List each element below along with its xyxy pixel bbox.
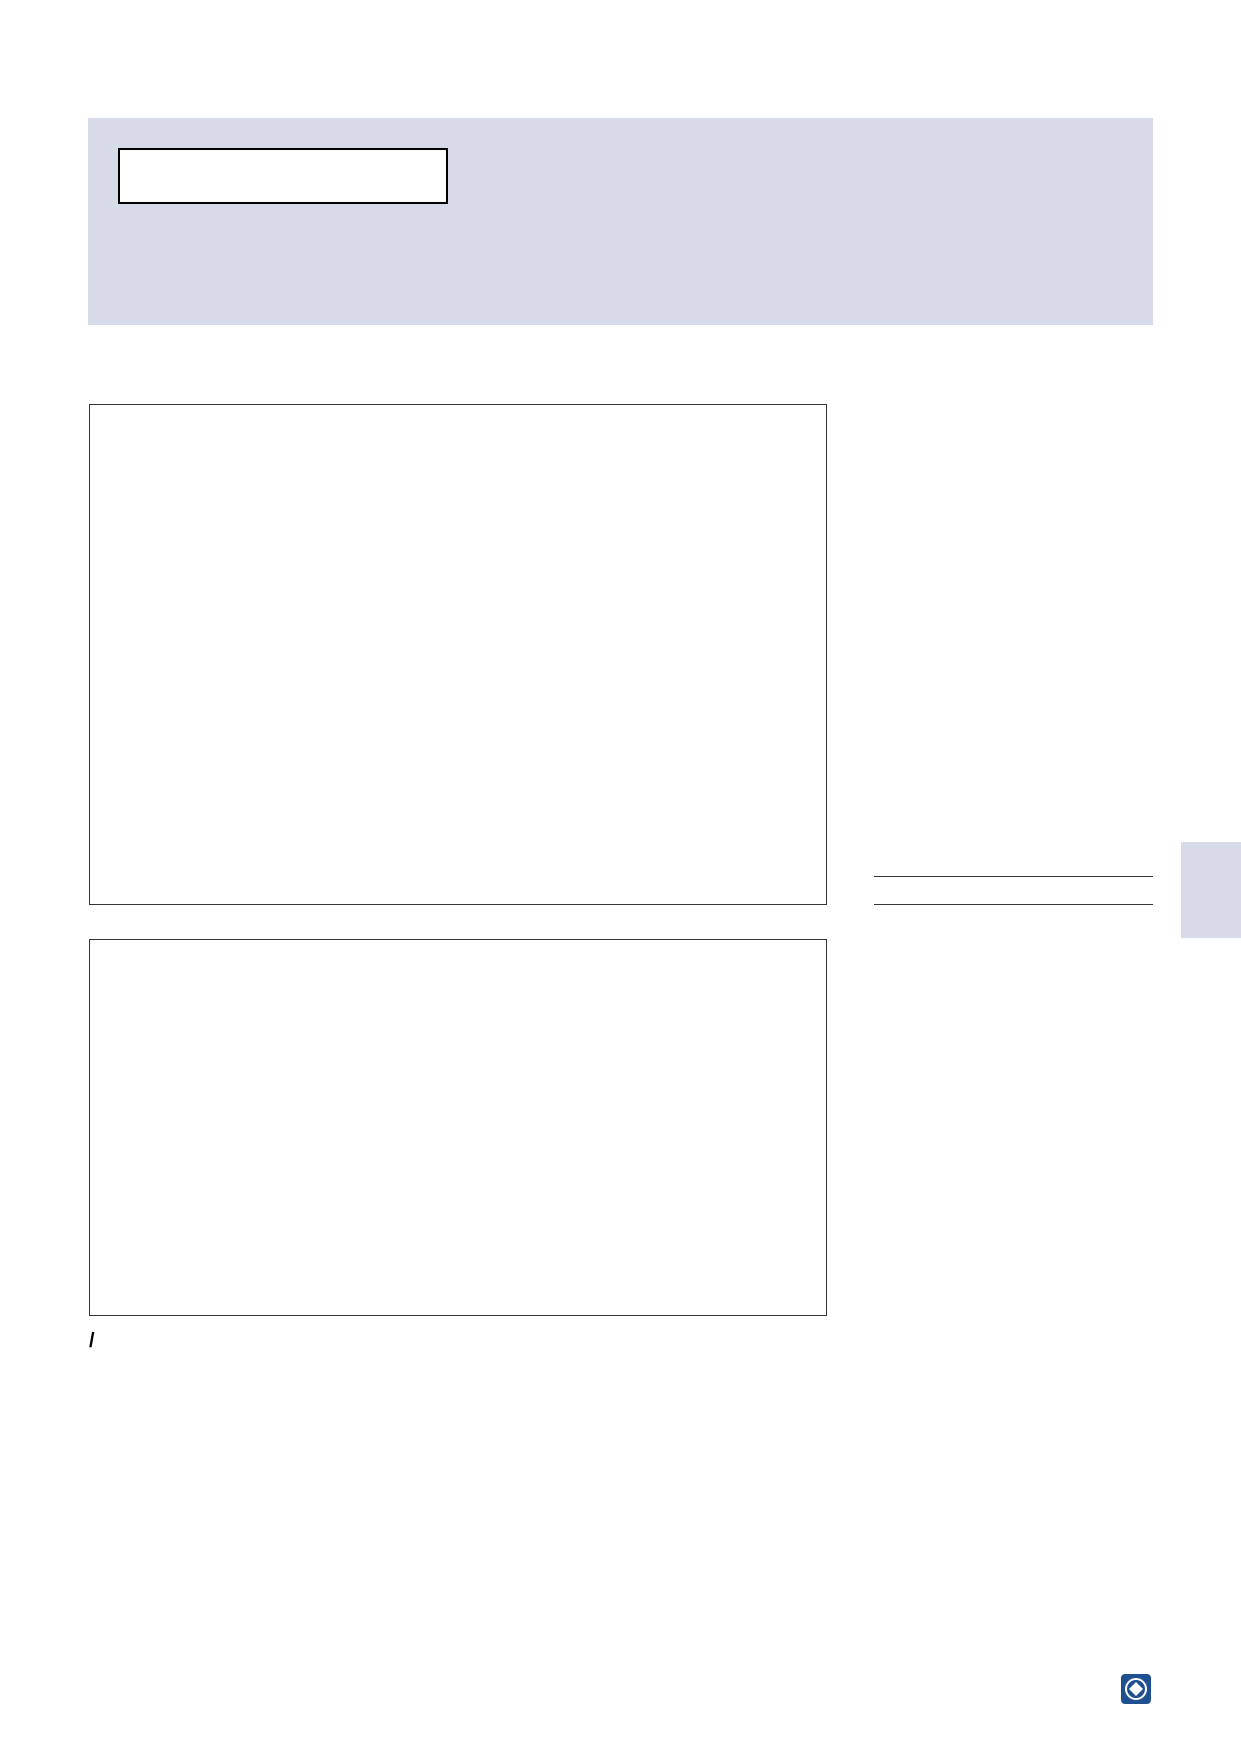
side-tab-fc: [1181, 842, 1241, 938]
noise-table: [90, 940, 828, 1317]
chart-frame: [89, 404, 827, 905]
dimension-title: /: [89, 1330, 95, 1352]
characteristic-chart: [90, 405, 828, 906]
type-code: [118, 148, 448, 204]
formula: [874, 876, 1153, 905]
noise-frame: [89, 939, 827, 1316]
brand-emblem-icon: [1121, 1674, 1151, 1704]
